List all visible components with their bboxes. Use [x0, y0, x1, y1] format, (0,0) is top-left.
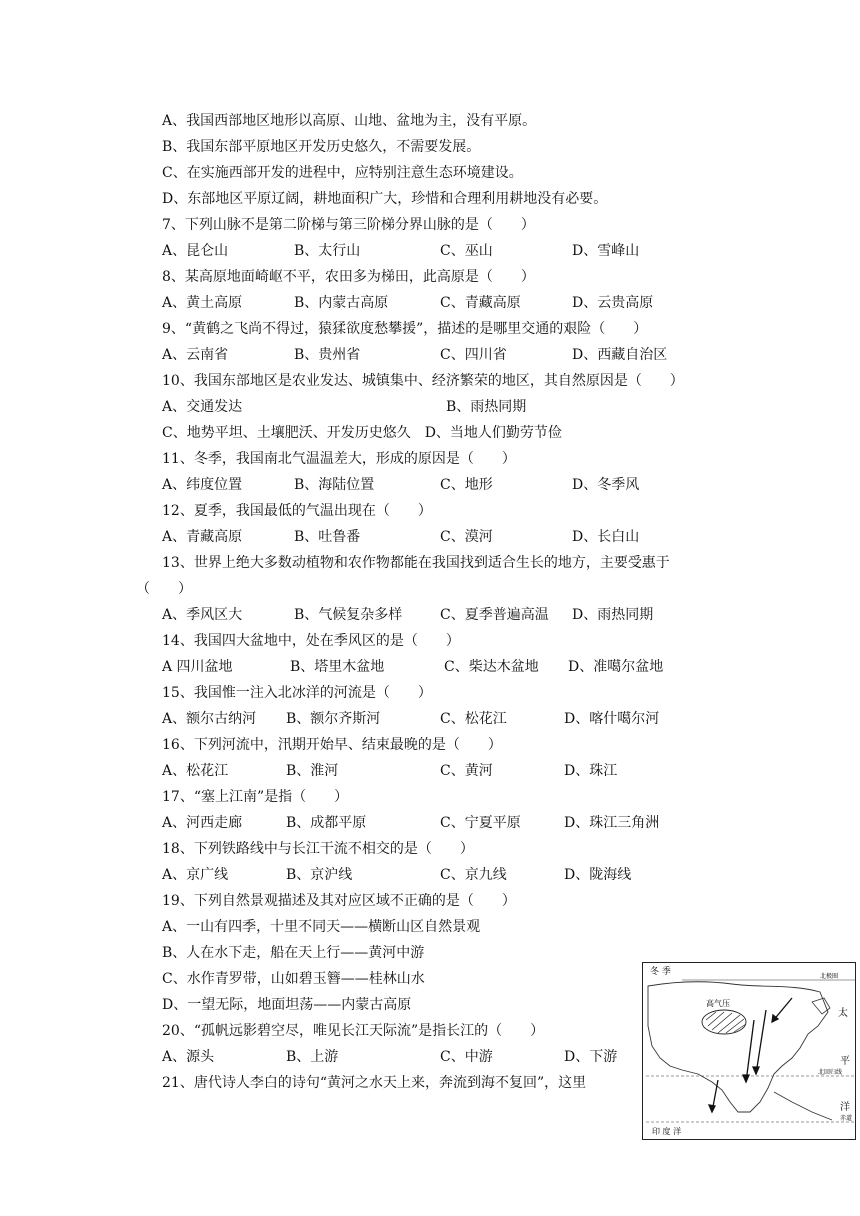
q8-option-b: B、内蒙古高原 — [294, 295, 389, 311]
q18-option-d: D、陇海线 — [564, 867, 632, 883]
q8-option-d: D、云贵高原 — [572, 295, 654, 311]
question-15: 15、我国惟一注入北冰洋的河流是（ ） — [162, 685, 432, 701]
q18-option-c: C、京九线 — [440, 867, 507, 883]
ocean-label-tai: 太 — [838, 1008, 848, 1019]
question-16: 16、下列河流中，汛期开始早、结束最晚的是（ ） — [162, 737, 502, 753]
option-line: A、我国西部地区地形以高原、山地、盆地为主，没有平原。 — [162, 113, 537, 129]
q10-option-b: B、雨热同期 — [446, 399, 527, 415]
q15-option-c: C、松花江 — [440, 711, 507, 727]
option-line: C、在实施西部开发的进程中，应特别注意生态环境建设。 — [162, 165, 523, 181]
equator-label: 赤道 — [840, 1115, 853, 1122]
ocean-label-yang: 洋 — [840, 1102, 850, 1113]
q16-option-a: A、松花江 — [162, 763, 229, 779]
q18-option-a: A、京广线 — [162, 867, 229, 883]
q16-option-c: C、黄河 — [440, 763, 493, 779]
q19-option-c: C、水作青罗带，山如碧玉簪——桂林山水 — [162, 971, 425, 987]
q14-option-d: D、准噶尔盆地 — [568, 659, 664, 675]
question-9: 9、“黄鹤之飞尚不得过，猿猱欲度愁攀援”，描述的是哪里交通的艰险（ ） — [162, 321, 648, 337]
q8-option-a: A、黄土高原 — [162, 295, 243, 311]
q11-option-a: A、纬度位置 — [162, 477, 243, 493]
option-line: D、东部地区平原辽阔，耕地面积广大，珍惜和合理利用耕地没有必要。 — [162, 191, 608, 207]
tropic-label: 北回归线 — [818, 1069, 843, 1076]
q13-option-b: B、气候复杂多样 — [294, 607, 403, 623]
q14-option-a: A 四川盆地 — [162, 659, 233, 675]
q20-option-d: D、下游 — [564, 1049, 618, 1065]
q7-option-b: B、太行山 — [294, 243, 361, 259]
question-10: 10、我国东部地区是农业发达、城镇集中、经济繁荣的地区，其自然原因是（ ） — [162, 373, 684, 389]
question-19: 19、下列自然景观描述及其对应区域不正确的是（ ） — [162, 893, 516, 909]
q20-option-a: A、源头 — [162, 1049, 215, 1065]
q17-option-d: D、珠江三角洲 — [564, 815, 660, 831]
q13-option-a: A、季风区大 — [162, 607, 243, 623]
q12-option-b: B、吐鲁番 — [294, 529, 361, 545]
question-11: 11、冬季，我国南北气温温差大，形成的原因是（ ） — [162, 451, 516, 467]
ocean-label-ping: 平 — [840, 1056, 850, 1067]
q17-option-c: C、宁夏平原 — [440, 815, 521, 831]
q15-option-d: D、喀什噶尔河 — [564, 711, 660, 727]
q13-option-d: D、雨热同期 — [572, 607, 654, 623]
q16-option-d: D、珠江 — [564, 763, 618, 779]
question-7: 7、下列山脉不是第二阶梯与第三阶梯分界山脉的是（ ） — [162, 217, 535, 233]
arctic-circle-label: 北极圈 — [820, 973, 839, 980]
q9-option-c: C、四川省 — [440, 347, 507, 363]
q15-option-a: A、额尔古纳河 — [162, 711, 257, 727]
question-13-blank: （ ） — [136, 581, 192, 597]
q19-option-b: B、人在水下走，船在天上行——黄河中游 — [162, 945, 425, 961]
q7-option-c: C、巫山 — [440, 243, 493, 259]
question-8: 8、某高原地面崎岖不平，农田多为梯田，此高原是（ ） — [162, 269, 535, 285]
q7-option-d: D、雪峰山 — [572, 243, 640, 259]
q10-option-a: A、交通发达 — [162, 399, 243, 415]
question-18: 18、下列铁路线中与长江干流不相交的是（ ） — [162, 841, 474, 857]
q8-option-c: C、青藏高原 — [440, 295, 521, 311]
q9-option-a: A、云南省 — [162, 347, 229, 363]
q19-option-a: A、一山有四季，十里不同天——横断山区自然景观 — [162, 919, 481, 935]
question-21: 21、唐代诗人李白的诗句“黄河之水天上来，奔流到海不复回”，这里 — [162, 1075, 587, 1091]
q7-option-a: A、昆仑山 — [162, 243, 229, 259]
q14-option-b: B、塔里木盆地 — [290, 659, 385, 675]
winter-monsoon-map — [642, 962, 856, 1140]
q10-options-cd: C、地势平坦、土壤肥沃、开发历史悠久 D、当地人们勤劳节俭 — [162, 425, 562, 441]
indian-ocean-label: 印 度 洋 — [652, 1127, 682, 1136]
question-20: 20、“孤帆远影碧空尽，唯见长江天际流”是指长江的（ ） — [162, 1023, 545, 1039]
question-17: 17、“塞上江南”是指（ ） — [162, 789, 349, 805]
q11-option-d: D、冬季风 — [572, 477, 640, 493]
q18-option-b: B、京沪线 — [286, 867, 353, 883]
map-season-label: 冬 季 — [650, 967, 671, 977]
q12-option-a: A、青藏高原 — [162, 529, 243, 545]
q19-option-d: D、一望无际，地面坦荡——内蒙古高原 — [162, 997, 412, 1013]
q17-option-b: B、成都平原 — [286, 815, 367, 831]
q11-option-c: C、地形 — [440, 477, 493, 493]
q16-option-b: B、淮河 — [286, 763, 339, 779]
q9-option-b: B、贵州省 — [294, 347, 361, 363]
q11-option-b: B、海陆位置 — [294, 477, 375, 493]
question-12: 12、夏季，我国最低的气温出现在（ ） — [162, 503, 432, 519]
high-pressure-label: 高气压 — [706, 999, 730, 1008]
q9-option-d: D、西藏自治区 — [572, 347, 668, 363]
option-line: B、我国东部平原地区开发历史悠久，不需要发展。 — [162, 139, 481, 155]
question-14: 14、我国四大盆地中，处在季风区的是（ ） — [162, 633, 460, 649]
q15-option-b: B、额尔齐斯河 — [286, 711, 381, 727]
q17-option-a: A、河西走廊 — [162, 815, 243, 831]
q13-option-c: C、夏季普遍高温 — [440, 607, 549, 623]
q14-option-c: C、柴达木盆地 — [444, 659, 539, 675]
question-13: 13、世界上绝大多数动植物和农作物都能在我国找到适合生长的地方，主要受惠于 — [162, 555, 670, 571]
q12-option-d: D、长白山 — [572, 529, 640, 545]
q20-option-c: C、中游 — [440, 1049, 493, 1065]
q20-option-b: B、上游 — [286, 1049, 339, 1065]
q12-option-c: C、漠河 — [440, 529, 493, 545]
